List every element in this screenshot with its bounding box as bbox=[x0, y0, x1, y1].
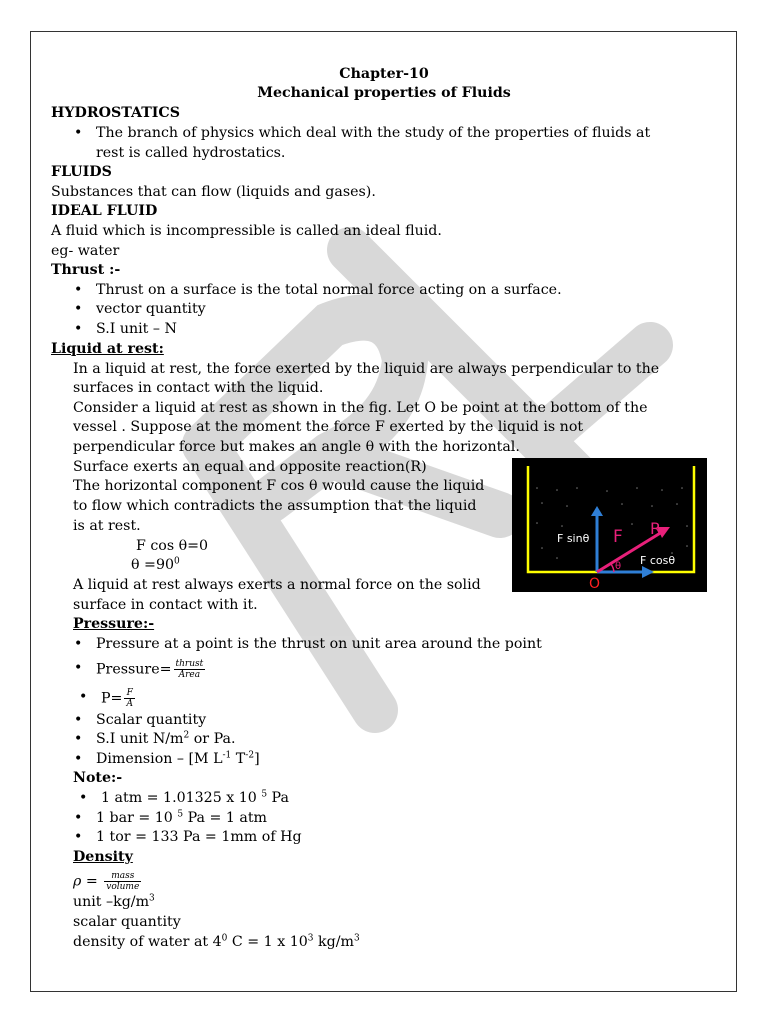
pressure-bullet: • Scalar quantity bbox=[96, 711, 206, 730]
note-tor: • 1 tor = 133 Pa = 1mm of Hg bbox=[96, 828, 302, 847]
thrust-bullet: • vector quantity bbox=[96, 300, 206, 319]
label-fsin: F sinθ bbox=[557, 532, 590, 545]
hydrostatics-definition-cont: rest is called hydrostatics. bbox=[96, 145, 286, 161]
liquid-rest-line: Surface exerts an equal and opposite reaction(R) bbox=[73, 459, 427, 475]
pressure-dimension: • Dimension – [M $L^{-1}$ $T^{-2}$] bbox=[96, 750, 260, 769]
ideal-fluid-heading: IDEAL FLUID bbox=[51, 203, 158, 219]
pressure-formula: • Pressure= $\frac{\text{thrust}}{\text{Area}}$ bbox=[96, 659, 205, 680]
label-fcos: F cosθ bbox=[640, 554, 676, 567]
pressure-bullet: • Pressure at a point is the thrust on unit area around the point bbox=[96, 635, 542, 654]
label-theta: θ bbox=[615, 561, 622, 572]
pressure-heading: Pressure:- bbox=[73, 616, 155, 632]
density-heading: Density bbox=[73, 849, 133, 865]
density-formula: ρ = $\frac{\text{mass}}{\text{volume}}$ bbox=[73, 871, 140, 892]
equation-fcos: F cos θ=0 bbox=[136, 538, 209, 554]
liquid-rest-line: to flow which contradicts the assumption that the liquid bbox=[73, 498, 477, 514]
chapter-title: Mechanical properties of Fluids bbox=[257, 85, 511, 101]
liquid-rest-heading: Liquid at rest: bbox=[51, 341, 164, 357]
liquid-rest-line: perpendicular force but makes an angle θ with the horizontal. bbox=[73, 439, 520, 455]
thrust-bullet: • Thrust on a surface is the total normal force acting on a surface. bbox=[96, 281, 562, 300]
chapter-number: Chapter-10 bbox=[339, 66, 429, 82]
thrust-heading: Thrust :- bbox=[51, 262, 121, 278]
thrust-bullet: • S.I unit – N bbox=[96, 320, 177, 339]
pressure-formula-short: • P= $\frac{F}{A}$ bbox=[101, 688, 135, 709]
equation-theta: $\theta =90^0$ bbox=[131, 556, 180, 573]
label-f: F bbox=[613, 527, 623, 547]
hydrostatics-heading: HYDROSTATICS bbox=[51, 105, 180, 121]
density-scalar: scalar quantity bbox=[73, 914, 181, 930]
liquid-rest-conclusion: A liquid at rest always exerts a normal force on the solid bbox=[73, 577, 481, 593]
note-heading: Note:- bbox=[73, 770, 123, 786]
ideal-fluid-definition: A fluid which is incompressible is called an ideal fluid. bbox=[51, 223, 442, 239]
note-atm: • 1 atm = 1.01325 x 10 $^5$ Pa bbox=[101, 789, 289, 808]
fluids-definition: Substances that can flow (liquids and gases). bbox=[51, 184, 376, 200]
label-r: R bbox=[650, 519, 662, 538]
liquid-rest-conclusion-cont: surface in contact with it. bbox=[73, 597, 258, 613]
liquid-rest-line: In a liquid at rest, the force exerted by the liquid are always perpendicular to the bbox=[73, 361, 660, 377]
liquid-rest-line: surfaces in contact with the liquid. bbox=[73, 380, 324, 396]
liquid-rest-line: is at rest. bbox=[73, 518, 141, 534]
pressure-si-unit: • S.I unit $N/m^2$ or Pa. bbox=[96, 730, 235, 749]
density-water: density of water at $4^0$ C = 1 x $10^3$ $kg/m^3$ bbox=[73, 933, 360, 950]
note-bar: • 1 bar = 10 $^5$ Pa = 1 atm bbox=[96, 809, 267, 828]
hydrostatics-definition: • The branch of physics which deal with the study of the properties of fluids at bbox=[96, 124, 650, 143]
force-diagram bbox=[512, 458, 707, 592]
liquid-rest-line: The horizontal component F cos θ would cause the liquid bbox=[73, 478, 485, 494]
density-unit: unit $-kg/m^3$ bbox=[73, 893, 155, 910]
liquid-rest-line: Consider a liquid at rest as shown in the fig. Let O be point at the bottom of the bbox=[73, 400, 648, 416]
liquid-rest-line: vessel . Suppose at the moment the force F exerted by the liquid is not bbox=[73, 419, 584, 435]
label-point-o: O bbox=[589, 576, 601, 592]
ideal-fluid-example: eg- water bbox=[51, 243, 120, 259]
fluids-heading: FLUIDS bbox=[51, 164, 112, 180]
